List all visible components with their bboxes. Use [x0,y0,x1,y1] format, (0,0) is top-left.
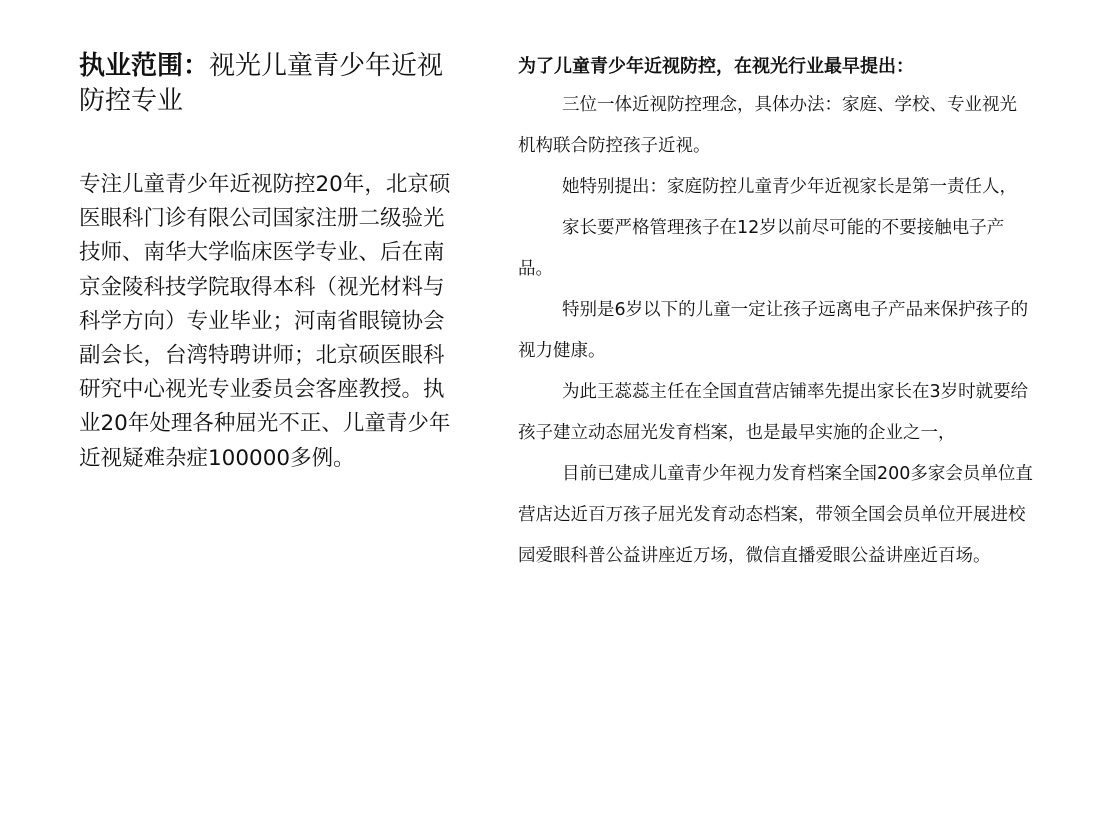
proposal-paragraph-4: 特别是6岁以下的儿童一定让孩子远离电子产品来保护孩子的视力健康。 [518,300,1029,361]
right-column [518,53,1038,577]
scope-title-label: 执业范围： [79,51,210,81]
proposal-heading: 为了儿童青少年近视防控，在视光行业最早提出： [518,56,914,77]
scope-title [79,49,454,119]
left-column [79,49,454,476]
proposal-paragraph-3: 家长要严格管理孩子在12岁以前尽可能的不要接触电子产品。 [518,218,1005,279]
proposal-paragraph-5: 为此王蕊蕊主任在全国直营店铺率先提出家长在3岁时就要给孩子建立动态屈光发育档案，也是最早实施的企业之一， [518,382,1029,443]
profile-body: 专注儿童青少年近视防控20年，北京硕医眼科门诊有限公司国家注册二级验光技师、南华大学临床医学专业、后在南京金陵科技学院取得本科（视光材料与科学方向）专业毕业；河南省眼镜协会副会长，台湾特聘讲师；北京硕医眼科研究中心视光专业委员会客座教授。执业20年处理各种屈光不正、儿童青少年近视疑难杂症100000多例。 [79,172,451,471]
proposal-paragraph-2: 她特别提出：家庭防控儿童青少年近视家长是第一责任人， [562,177,1017,197]
proposal-paragraph-1: 三位一体近视防控理念，具体办法：家庭、学校、专业视光机构联合防控孩子近视。 [518,95,1017,156]
proposal-paragraph-6: 目前已建成儿童青少年视力发育档案全国200多家会员单位直营店达近百万孩子屈光发育动态档案，带领全国会员单位开展进校园爱眼科普公益讲座近万场，微信直播爱眼公益讲座近百场。 [518,464,1033,566]
scope-title-text: 视光儿童青少年近视防控专业 [79,51,444,116]
